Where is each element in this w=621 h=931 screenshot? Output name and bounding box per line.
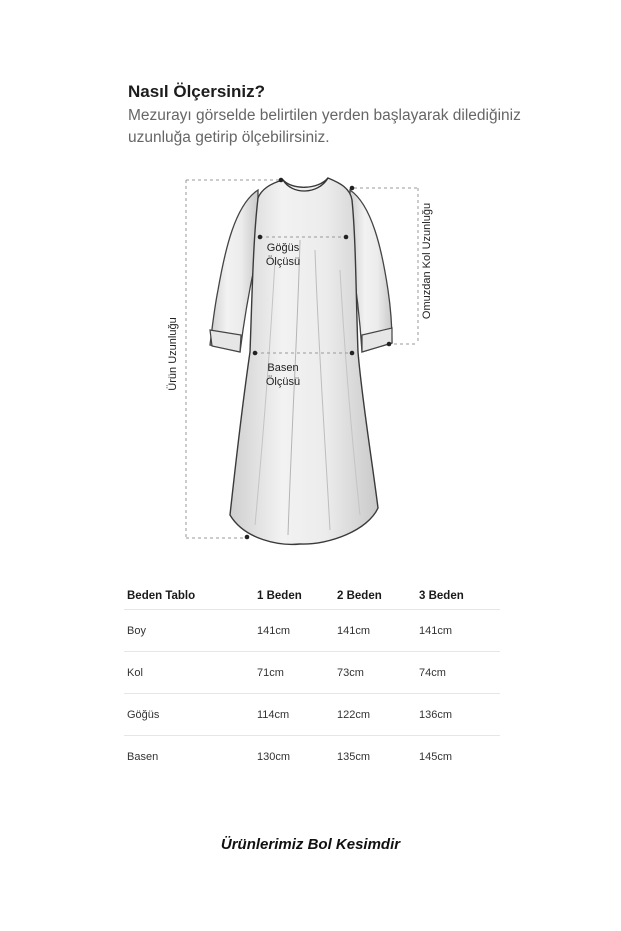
header-cell: Beden Tablo [127,590,196,602]
table-cell: 71cm [257,666,284,679]
table-cell: 74cm [419,666,446,679]
table-cell: Basen [127,750,159,763]
table-row [124,694,500,736]
table-cell: 141cm [337,624,371,637]
table-cell: 136cm [419,708,453,721]
size-table-header [124,583,500,610]
header-cell: 3 Beden [419,590,464,602]
table-row [124,652,500,694]
table-cell: Göğüs [127,708,160,721]
sleeve-length-label: Omuzdan Kol Uzunluğu [421,202,433,320]
table-cell: 73cm [337,666,364,679]
table-cell: 122cm [337,708,371,721]
table-cell: Boy [127,624,146,637]
table-cell: 145cm [419,750,453,763]
loose-fit-note: Ürünlerimiz Bol Kesimdir [220,836,401,853]
table-row [124,736,500,777]
instructions-text: Mezurayı görselde belirtilen yerden başlayarak dilediğiniz uzunluğa getirip ölçebilirsiniz. [128,107,521,146]
table-row [124,610,500,652]
table-cell: 141cm [419,624,453,637]
table-cell: Kol [127,666,143,679]
header-cell: 1 Beden [257,590,302,602]
page-title: Nasıl Ölçersiniz? [128,82,265,101]
table-cell: 135cm [337,750,371,763]
size-table [124,583,500,777]
chest-measure-label: Göğüs Ölçüsü [265,242,301,268]
table-cell: 130cm [257,750,291,763]
hip-measure-label: Basen Ölçüsü [265,362,301,388]
header-cell: 2 Beden [337,590,382,602]
product-length-label: Ürün Uzunluğu [167,317,179,391]
table-cell: 114cm [257,708,290,721]
table-cell: 141cm [257,624,291,637]
